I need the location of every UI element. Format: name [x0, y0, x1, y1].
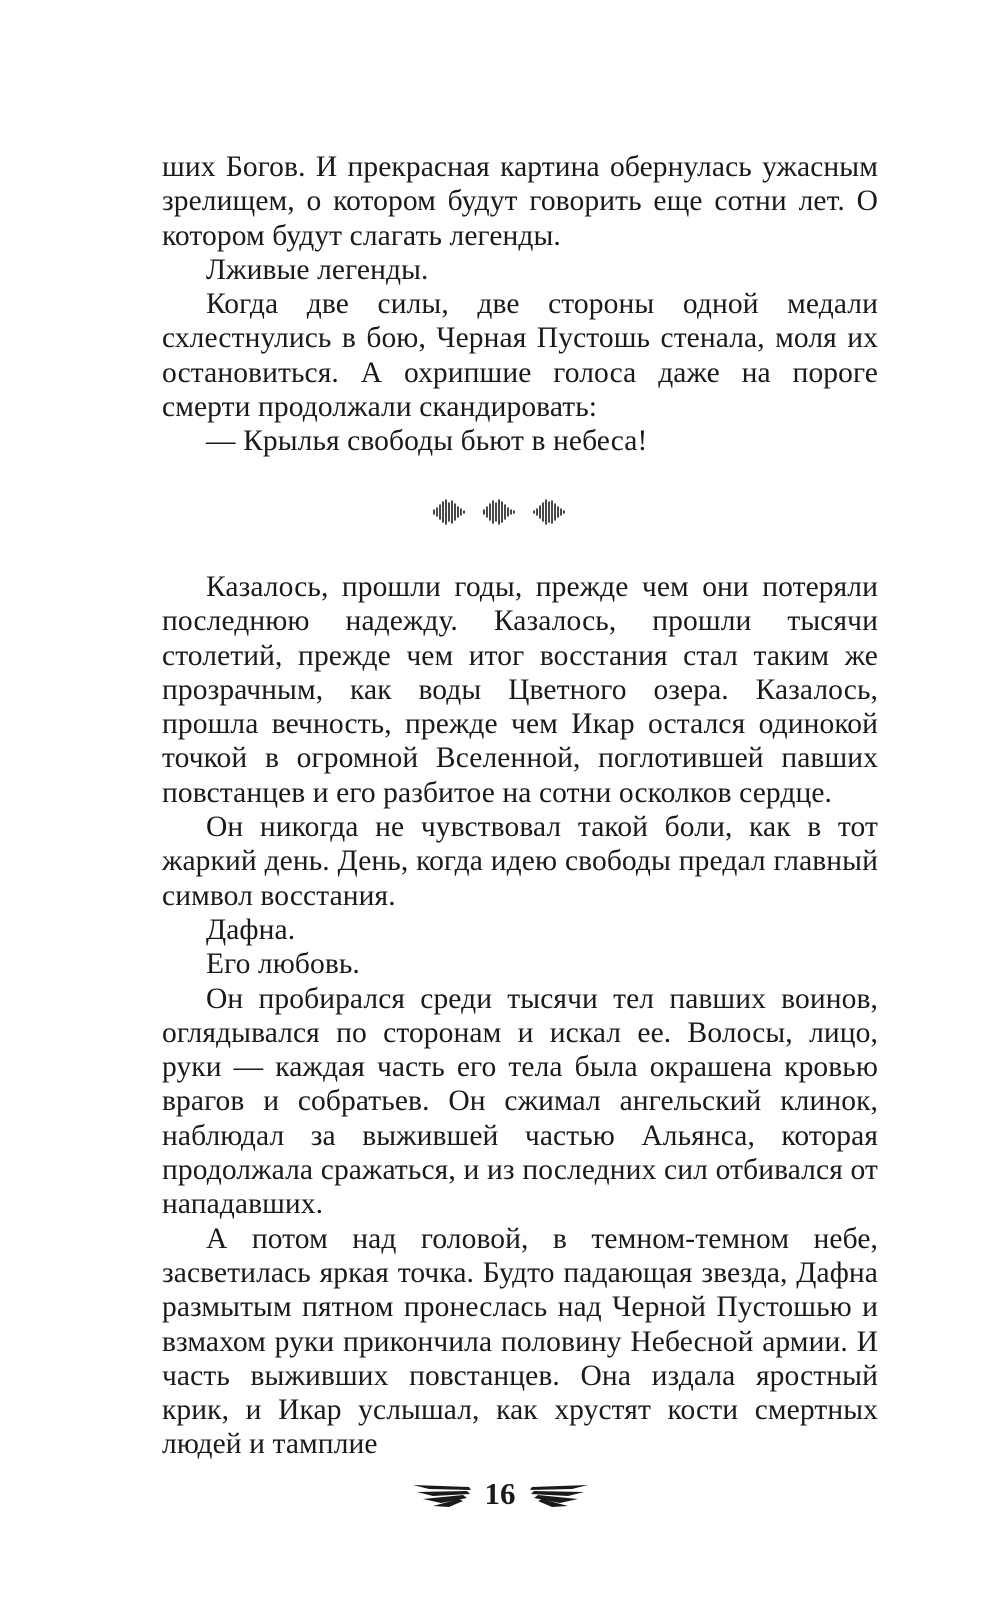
- soundwave-ornament-icon: [532, 498, 568, 526]
- paragraph: А потом над головой, в темном-темном небе, засветилась яркая точка. Будто падающая звезда, Дафна размытым пятном пронеслась над Черной Пустошью и взмахом руки прикончила половину Небесной армии. И часть выживших повстанцев. Она издала яростный крик, и Икар услышал, как хрустят кости смертных людей и тамплие: [162, 1222, 878, 1461]
- paragraph: Лживые легенды.: [206, 253, 429, 286]
- paragraph: — Крылья свободы бьют в небеса!: [206, 425, 648, 458]
- paragraph: Дафна.: [206, 913, 296, 946]
- paragraph: Казалось, прошли годы, прежде чем они потеряли последнюю надежду. Казалось, прошли тысячи столетий, прежде чем итог восстания стал таким же прозрачным, как воды Цветного озера. Казалось, прошла вечность, прежде чем Икар остался одинокой точкой в огромной Вселенной, поглотившей павших повстанцев и его разбитое на сотни осколков сердце.: [162, 571, 878, 809]
- text-block-bottom: [162, 570, 878, 1462]
- wing-left-icon: [411, 1479, 473, 1509]
- paragraph: Его любовь.: [206, 948, 360, 981]
- wing-right-icon: [528, 1479, 590, 1509]
- soundwave-ornament-icon: [432, 498, 468, 526]
- page-footer: [0, 1472, 1000, 1516]
- paragraph: ших Богов. И прекрасная картина обернулась ужасным зрелищем, о котором будут говорить еще сотни лет. О котором будут слагать легенды.: [162, 151, 878, 252]
- section-separator: [0, 497, 1000, 527]
- soundwave-ornament-icon: [482, 498, 518, 526]
- paragraph: Он пробирался среди тысячи тел павших воинов, оглядывался по сторонам и искал ее. Волосы, лицо, руки — каждая часть его тела была окрашена кровью врагов и собратьев. Он сжимал ангельский клинок, наблюдал за выжившей частью Альянса, которая продолжала сражаться, и из последних сил отбивался от нападавших.: [162, 982, 878, 1221]
- text-block-top: [162, 150, 878, 459]
- paragraph: Когда две силы, две стороны одной медали схлестнулись в бою, Черная Пустошь стенала, моля их остановиться. А охрипшие голоса даже на пороге смерти продолжали скандировать:: [162, 288, 878, 424]
- page-number: 16: [484, 1476, 516, 1511]
- paragraph: Он никогда не чувствовал такой боли, как в тот жаркий день. День, когда идею свободы предал главный символ восстания.: [162, 811, 878, 912]
